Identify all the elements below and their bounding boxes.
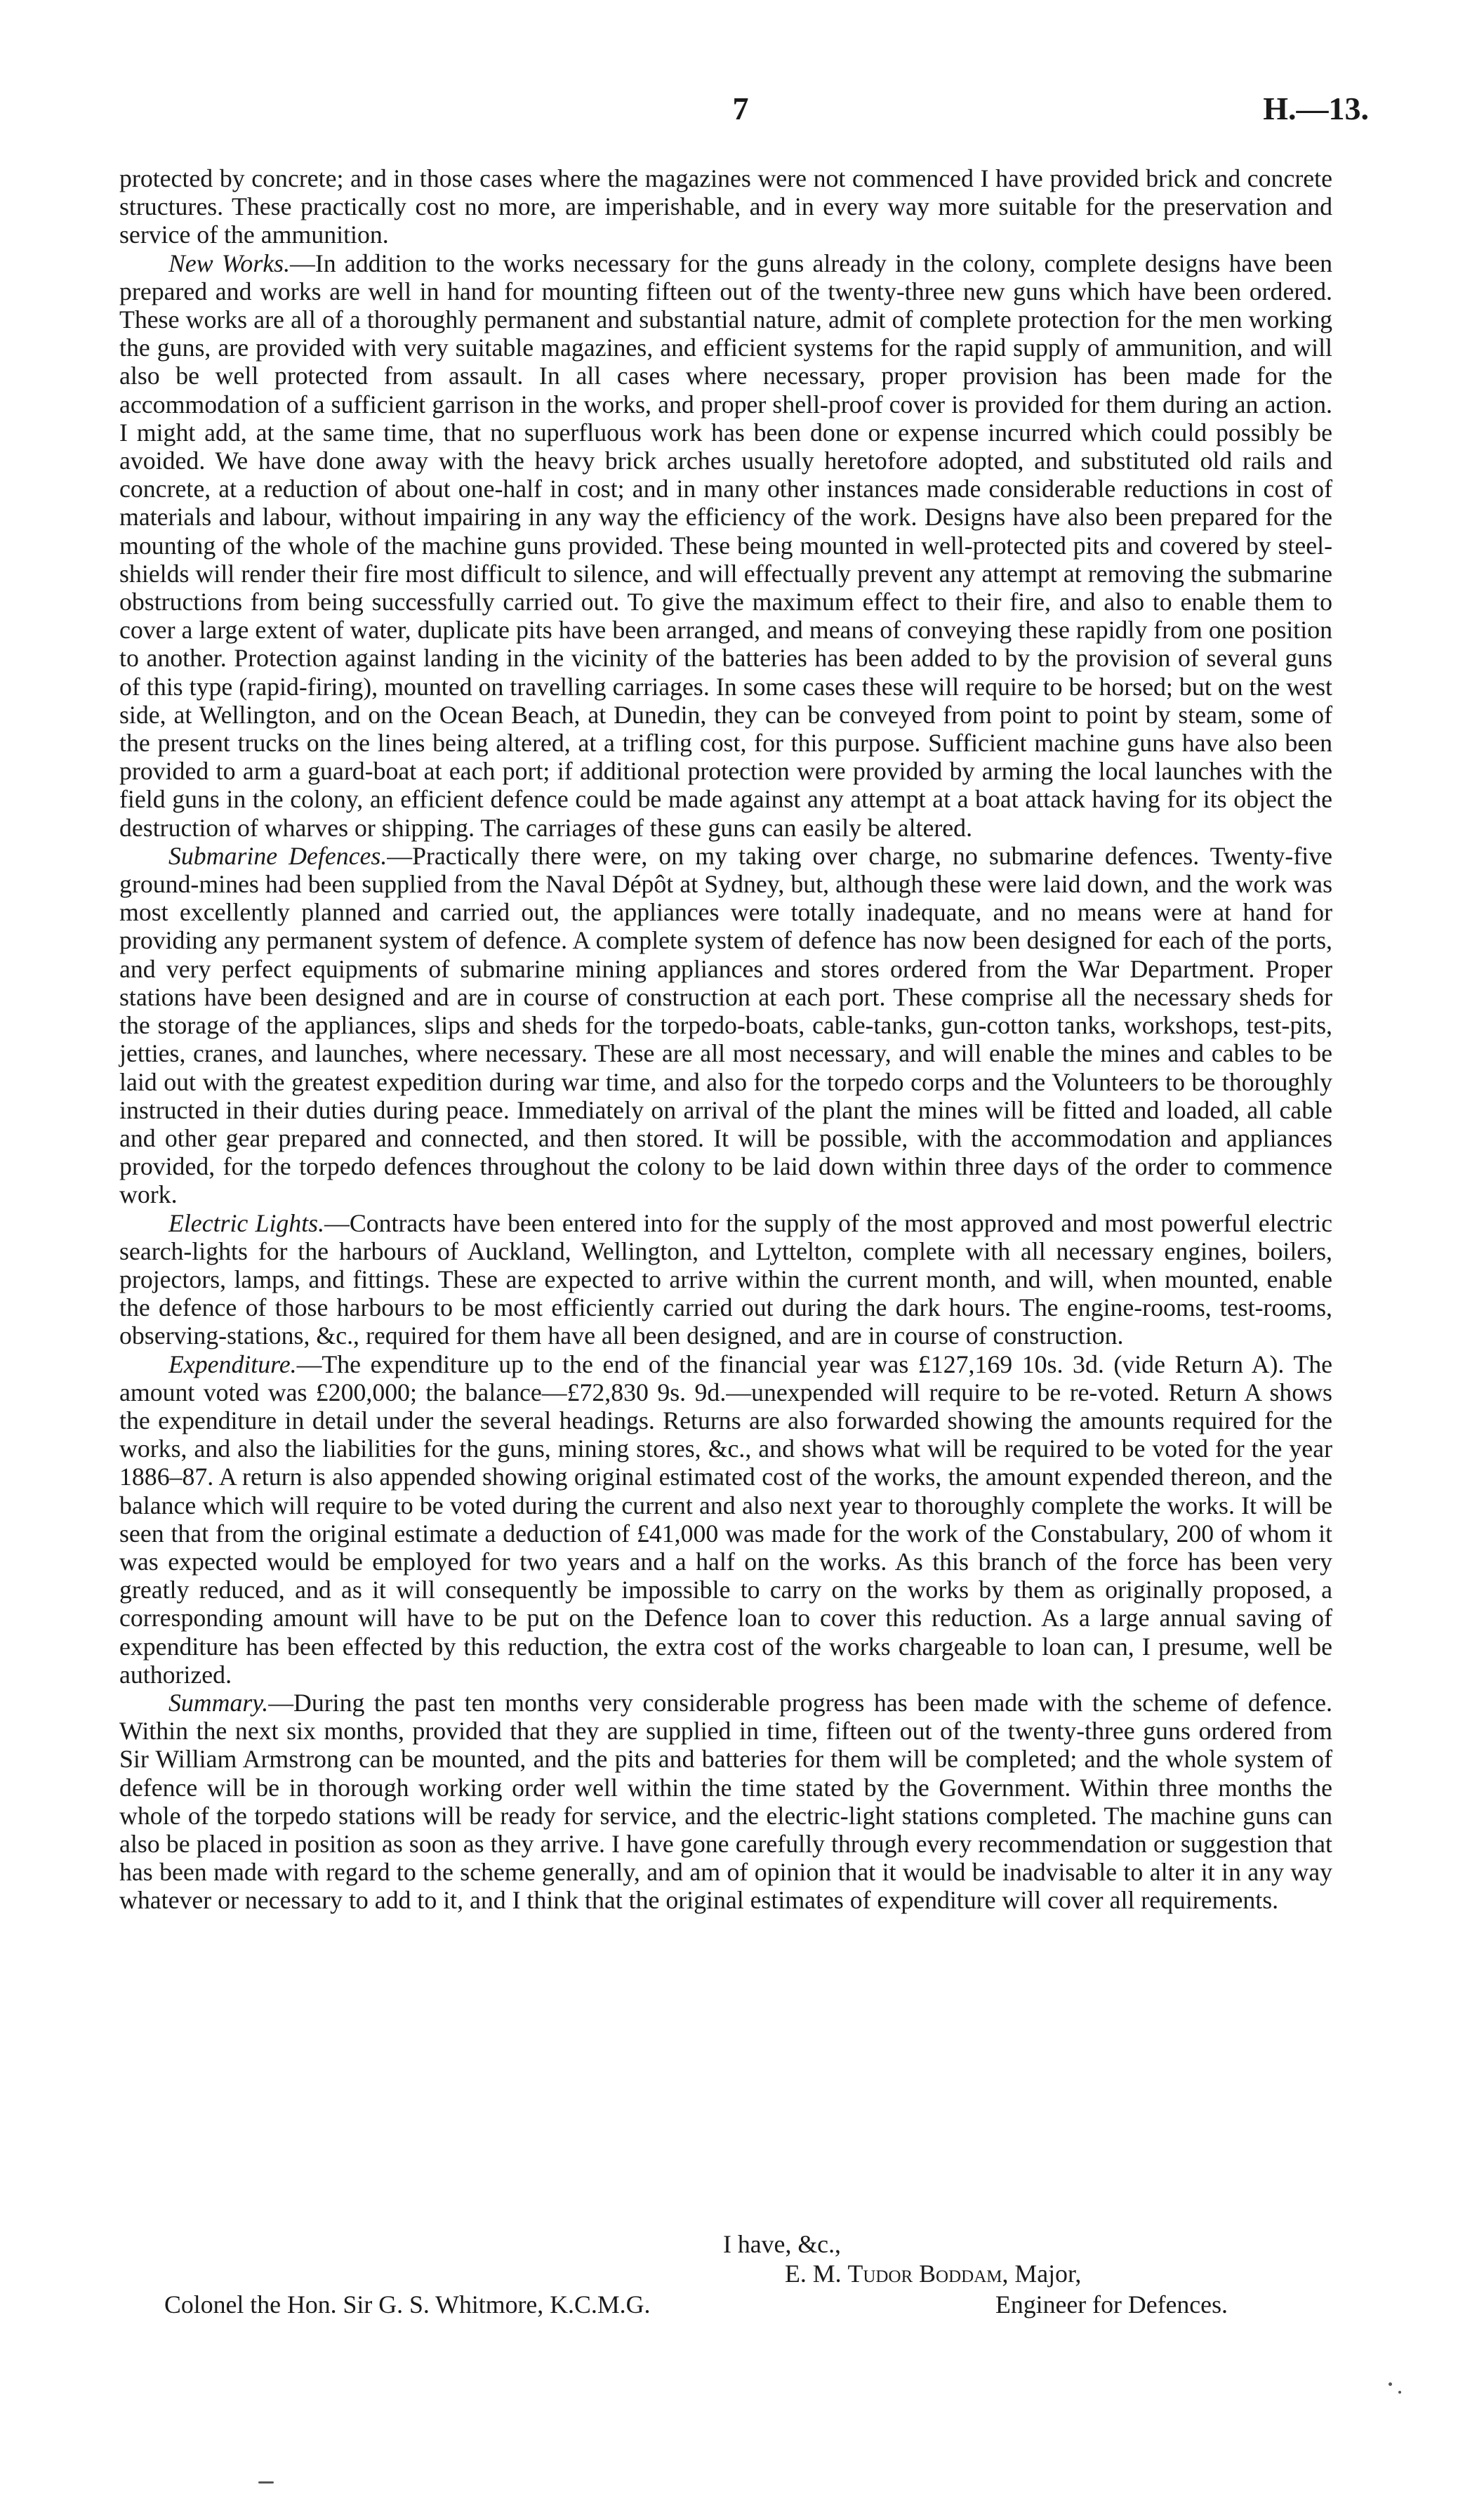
paragraph-expenditure	[119, 1350, 1332, 1689]
paragraph-text: protected by concrete; and in those cases where the magazines were not commenced I have provided brick and concrete structures. These practically cost no more, are imperishable, and in every way more suitable for the preservation and service of the ammunition.	[119, 164, 1332, 249]
scan-speck	[1389, 2382, 1392, 2386]
paragraph-text: —During the past ten months very considerable progress has been made with the scheme of defence. Within the next six months, provided that they are supplied in time, fifteen out of the twenty-three guns ordered from Sir William Armstrong can be mounted, and the pits and batteries for them will be completed; and the whole system of defence will be in thorough working order well within the time stated by the Government. Within three months the whole of the torpedo stations will be ready for service, and the electric-light stations completed. The machine guns can also be placed in position as soon as they arrive. I have gone carefully through every recommendation or suggestion that has been made with regard to the scheme generally, and am of opinion that it would be inadvisable to alter it in any way whatever or necessary to add to it, and I think that the original estimates of expenditure will cover all requirements.	[119, 1688, 1332, 1915]
paragraph-summary	[119, 1689, 1332, 1915]
section-heading-electric-lights: Electric Lights.	[168, 1208, 325, 1237]
page-number: 7	[732, 91, 749, 126]
section-heading-expenditure: Expenditure.	[168, 1350, 297, 1378]
paragraph-text: —The expenditure up to the end of the financial year was £127,169 10s. 3d. (vide Return A). The amount voted was £200,000; the balance—£72,830 9s. 9d.—unexpended will require to be re-voted. Return A shows the expenditure in detail under the several headings. Returns are also forwarded showing the amounts required for the works, and also the liabilities for the guns, mining stores, &c., and shows what will be required to be voted for the year 1886–87. A return is also appended showing original estimated cost of the works, the amount expended thereon, and the balance which will require to be voted during the current and also next year to thoroughly complete the works. It will be seen that from the original estimate a deduction of £41,000 was made for the work of the Constabulary, 200 of whom it was expected would be employed for two years and a half on the works. As this branch of the force has been very greatly reduced, and as it will consequently be impossible to carry on the works by them as originally proposed, a corresponding amount will have to be put on the Defence loan to cover this reduction. As a large annual saving of expenditure has been effected by this reduction, the extra cost of the works chargeable to loan can, I presume, well be authorized.	[119, 1350, 1332, 1689]
paragraph-electric-lights	[119, 1209, 1332, 1350]
section-heading-submarine-defences: Submarine Defences.	[168, 841, 387, 870]
closing-line: I have, &c.,	[723, 2230, 841, 2258]
addressee: Colonel the Hon. Sir G. S. Whitmore, K.C.M.G.	[164, 2290, 651, 2319]
report-body	[119, 164, 1332, 1915]
scan-speck	[1398, 2391, 1401, 2394]
signatory-name	[785, 2260, 1081, 2288]
paragraph-text: —Contracts have been entered into for the supply of the most approved and most powerful electric search-lights for the harbours of Auckland, Wellington, and Lyttelton, complete with all necessary engines, boilers, projectors, lamps, and fittings. These are expected to arrive within the current month, and will, when mounted, enable the defence of those harbours to be most efficiently carried out during the dark hours. The engine-rooms, test-rooms, observing-stations, &c., required for them have all been designed, and are in course of construction.	[119, 1208, 1332, 1350]
paragraph-magazines	[119, 164, 1332, 249]
document-reference: H.—13.	[1263, 91, 1369, 126]
signatory-initials: E. M.	[785, 2260, 842, 2288]
signatory-rank: , Major,	[1002, 2260, 1082, 2288]
signatory-surname: Tudor Boddam	[847, 2260, 1002, 2288]
paragraph-text: —In addition to the works necessary for the guns already in the colony, complete designs have been prepared and works are well in hand for mounting fifteen out of the twenty-three new guns which have been ordered. These works are all of a thoroughly permanent and substantial nature, admit of complete protection for the men working the guns, are provided with very suitable magazines, and efficient systems for the rapid supply of ammunition, and will also be well protected from assault. In all cases where necessary, proper provision has been made for the accommodation of a sufficient garrison in the works, and proper shell-proof cover is provided for them during an action. I might add, at the same time, that no superfluous work has been done or expense incurred which could possibly be avoided. We have done away with the heavy brick arches usually heretofore adopted, and substituted old rails and concrete, at a reduction of about one-half in cost; and in many other instances made considerable reductions in cost of materials and labour, without impairing in any way the efficiency of the work. Designs have also been prepared for the mounting of the whole of the machine guns provided. These being mounted in well-protected pits and covered by steel-shields will render their fire most difficult to silence, and will effectually prevent any attempt at removing the submarine obstructions from being successfully carried out. To give the maximum effect to their fire, and also to enable them to cover a large extent of water, duplicate pits have been arranged, and means of conveying these rapidly from one position to another. Protection against landing in the vicinity of the batteries has been added to by the provision of several guns of this type (rapid-firing), mounted on travelling carriages. In some cases these will require to be horsed; but on the west side, at Wellington, and on the Ocean Beach, at Dunedin, they can be conveyed from point to point by steam, some of the present trucks on the lines being altered, at a trifling cost, for this purpose. Sufficient machine guns have also been provided to arm a guard-boat at each port; if additional protection were provided by arming the local launches with the field guns in the colony, an efficient defence could be made against any attempt at a boat attack having for its object the destruction of wharves or shipping. The carriages of these guns can easily be altered.	[119, 249, 1332, 842]
paragraph-text: —Practically there were, on my taking over charge, no submarine defences. Twenty-five ground-mines had been supplied from the Naval Dépôt at Sydney, but, although these were laid down, and the work was most excellently planned and carried out, the appliances were totally inadequate, and no means were at hand for providing any permanent system of defence. A complete system of defence has now been designed for each of the ports, and very perfect equipments of submarine mining appliances and stores ordered from the War Department. Proper stations have been designed and are in course of construction at each port. These comprise all the necessary sheds for the storage of the appliances, slips and sheds for the torpedo-boats, cable-tanks, gun-cotton tanks, workshops, test-pits, jetties, cranes, and launches, where necessary. These are all most necessary, and will enable the mines and cables to be laid out with the greatest expedition during war time, and also for the torpedo corps and the Volunteers to be thoroughly instructed in their duties during peace. Immediately on arrival of the plant the mines will be fitted and loaded, all cable and other gear prepared and connected, and then stored. It will be possible, with the accommodation and appliances provided, for the torpedo defences throughout the colony to be laid down within three days of the order to commence work.	[119, 841, 1332, 1209]
section-heading-new-works: New Works.	[168, 249, 291, 277]
signatory-title: Engineer for Defences.	[995, 2290, 1228, 2319]
paragraph-submarine-defences	[119, 842, 1332, 1209]
scan-speck	[258, 2481, 274, 2484]
page-header	[112, 90, 1369, 139]
paragraph-new-works	[119, 249, 1332, 842]
section-heading-summary: Summary.	[168, 1688, 269, 1717]
